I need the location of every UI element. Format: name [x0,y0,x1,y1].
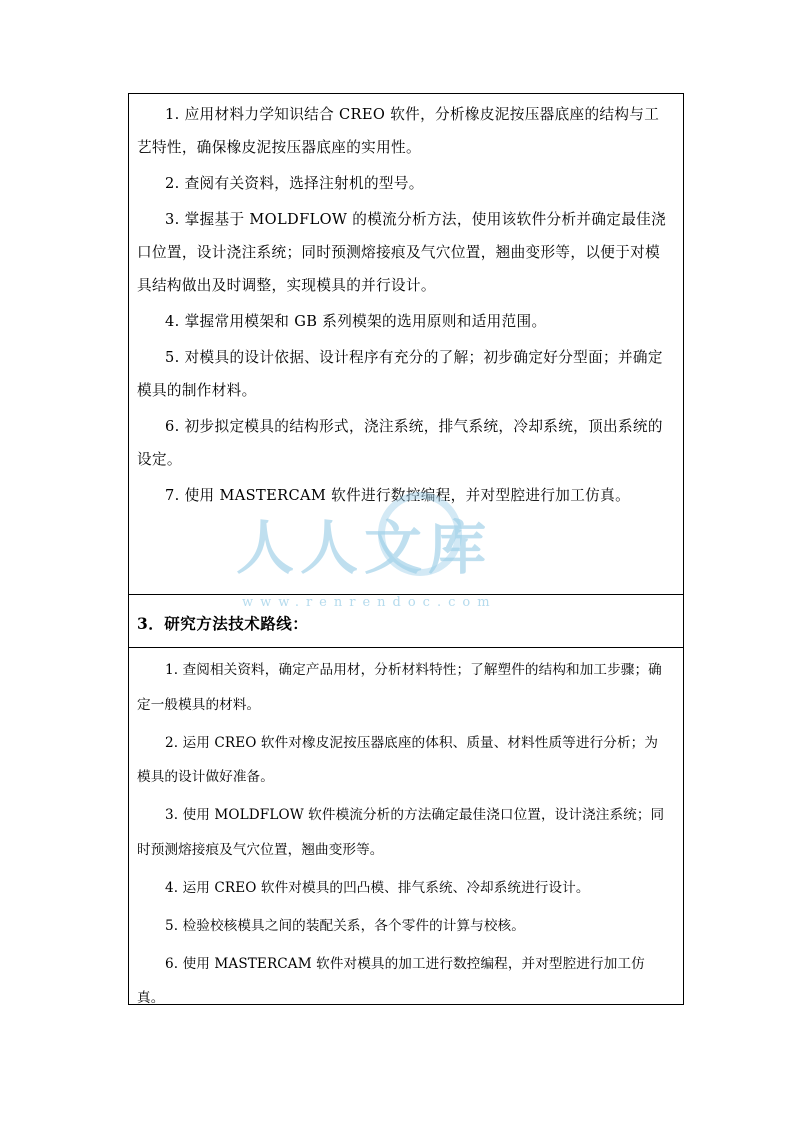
section-heading: 3．研究方法技术路线： [137,614,309,633]
research-methods-cell [129,647,683,1005]
research-content-cell [129,94,683,594]
list-item: 3. 掌握基于 MOLDFLOW 的模流分析方法，使用该软件分析并确定最佳浇口位置，设计浇注系统；同时预测熔接痕及气穴位置，翘曲变形等，以便于对模具结构做出及时调整，实现模具的并行设计。 [137,211,667,294]
list-item: 2. 查阅有关资料，选择注射机的型号。 [165,175,424,192]
watermark-logo-text: 人人文库 [236,514,493,582]
list-item: 4. 掌握常用模架和 GB 系列模架的选用原则和适用范围。 [165,313,547,330]
list-item: 6. 使用 MASTERCAM 软件对模具的加工进行数控编程，并对型腔进行加工仿真。 [137,955,645,1006]
list-item: 5. 检验校核模具之间的装配关系，各个零件的计算与校核。 [165,917,525,934]
list-item: 3. 使用 MOLDFLOW 软件模流分析的方法确定最佳浇口位置，设计浇注系统；同时预测熔接痕及气穴位置，翘曲变形等。 [137,807,665,858]
watermark-url: www.renrendoc.com [242,595,497,610]
list-item: 4. 运用 CREO 软件对模具的凹凸模、排气系统、冷却系统进行设计。 [165,879,590,896]
list-item: 1. 查阅相关资料，确定产品用材，分析材料特性；了解塑件的结构和加工步骤；确定一般模具的材料。 [137,662,662,713]
list-item: 2. 运用 CREO 软件对橡皮泥按压器底座的体积、质量、材料性质等进行分析；为模具的设计做好准备。 [137,734,659,785]
list-item: 5. 对模具的设计依据、设计程序有充分的了解；初步确定好分型面；并确定模具的制作材料。 [137,349,663,399]
content-table [128,93,684,1005]
list-item: 7. 使用 MASTERCAM 软件进行数控编程，并对型腔进行加工仿真。 [165,487,631,504]
list-item: 1. 应用材料力学知识结合 CREO 软件，分析橡皮泥按压器底座的结构与工艺特性，确保橡皮泥按压器底座的实用性。 [137,106,660,156]
list-item: 6. 初步拟定模具的结构形式，浇注系统，排气系统，冷却系统，顶出系统的设定。 [137,418,663,468]
